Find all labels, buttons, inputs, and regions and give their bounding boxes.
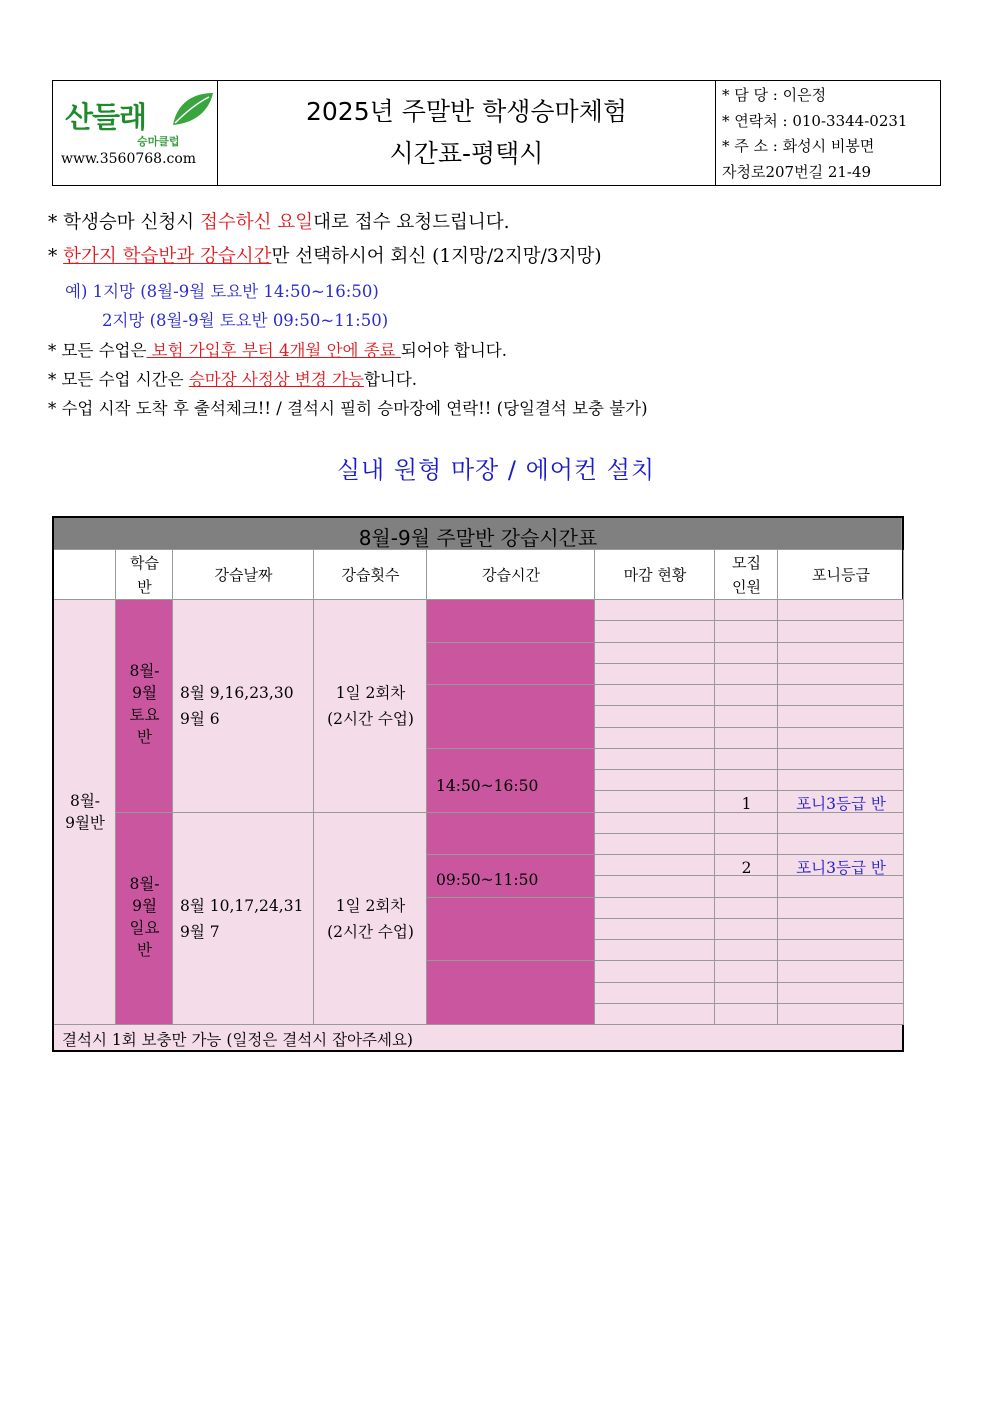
table-row-cell	[595, 876, 715, 897]
table-row-cell	[595, 813, 715, 834]
table-row-cell	[778, 961, 904, 982]
note-3-highlight: 보험 가입후 부터 4개월 안에 종료	[146, 341, 401, 360]
table-row-cell	[715, 834, 778, 855]
sun-recruit: 2	[741, 859, 752, 877]
sun-class-label: 8월- 9월 일요 반	[129, 874, 160, 959]
example-1: 예) 1지망 (8월-9월 토요반 14:50~16:50)	[65, 282, 379, 301]
table-row-cell	[715, 1004, 778, 1025]
table-row-cell	[778, 706, 904, 727]
header-recruit: 모집 인원	[732, 554, 761, 596]
table-row-cell	[715, 685, 778, 706]
table-row-cell	[778, 621, 904, 642]
table-row-cell	[715, 600, 778, 621]
table-row-cell	[778, 600, 904, 621]
time-cell	[427, 813, 595, 856]
title-line-1: 2025년 주말반 학생승마체험	[305, 97, 628, 126]
note-5: * 수업 시작 도착 후 출석체크!! / 결석시 필히 승마장에 연락!! (당일결석 보충 불가)	[48, 399, 648, 418]
table-row-cell	[715, 961, 778, 982]
table-row-cell	[715, 643, 778, 664]
table-row-cell	[595, 728, 715, 749]
note-4	[48, 366, 417, 390]
header-dates: 강습날짜	[214, 566, 273, 584]
table-row-cell	[715, 983, 778, 1004]
table-row-cell	[715, 621, 778, 642]
time-cell	[427, 600, 595, 643]
logo	[53, 81, 218, 185]
note-3-text: * 모든 수업은	[48, 341, 147, 360]
time-cell	[427, 961, 595, 1025]
time-cell	[427, 643, 595, 686]
table-row-cell	[778, 983, 904, 1004]
note-2	[48, 242, 602, 268]
sun-grade: 포니3등급 반	[796, 859, 886, 877]
note-1-text-end: 대로 접수 요청드립니다.	[313, 212, 510, 233]
table-row-cell	[778, 770, 904, 791]
header-grade: 포니등급	[812, 566, 870, 584]
example-2: 2지망 (8월-9월 토요반 09:50~11:50)	[102, 311, 389, 330]
note-4-text: * 모든 수업 시간은	[48, 370, 189, 389]
table-row-cell	[715, 749, 778, 770]
table-row-cell	[595, 621, 715, 642]
header-count: 강습횟수	[341, 566, 400, 584]
table-row-cell	[715, 940, 778, 961]
sat-grade: 포니3등급 반	[796, 795, 886, 814]
facility-subtitle: 실내 원형 마장 / 에어컨 설치	[336, 456, 656, 484]
time-cell	[427, 898, 595, 962]
table-row-cell	[778, 664, 904, 685]
contact-address-1: * 주 소 : 화성시 비봉면	[722, 137, 875, 155]
table-row-cell	[595, 1004, 715, 1025]
table-row-cell	[778, 834, 904, 855]
table-row-cell	[595, 685, 715, 706]
table-row-cell	[595, 643, 715, 664]
table-row-cell	[778, 685, 904, 706]
schedule-table	[52, 516, 904, 1052]
table-row-cell	[778, 749, 904, 770]
table-row-cell	[715, 728, 778, 749]
group-label: 8월- 9월반	[65, 792, 105, 832]
logo-url: www.3560768.com	[61, 151, 197, 167]
table-title: 8월-9월 주말반 강습시간표	[358, 526, 598, 550]
table-row-cell	[595, 834, 715, 855]
table-footer-text: 결석시 1회 보충만 가능 (일정은 결석시 잡아주세요)	[62, 1031, 413, 1049]
header-class: 학습 반	[130, 554, 159, 596]
header-cell	[54, 550, 116, 600]
table-row-cell	[595, 898, 715, 919]
note-2-bullet: *	[48, 246, 64, 267]
table-row-cell	[715, 919, 778, 940]
contact-address-2: 자청로207번길 21-49	[722, 162, 872, 181]
note-2-text-end: 만 선택하시어 회신 (1지망/2지망/3지망)	[271, 246, 602, 267]
document-title	[218, 81, 716, 185]
table-row-cell	[778, 919, 904, 940]
time-cell	[427, 685, 595, 749]
sat-dates: 8월 9,16,23,30 9월 6	[180, 684, 294, 728]
logo-subtitle: 승마클럽	[137, 135, 180, 148]
header-status: 마감 현황	[623, 566, 687, 584]
table-row-cell	[595, 791, 715, 812]
sun-time: 09:50~11:50	[436, 870, 539, 889]
table-row-cell	[595, 983, 715, 1004]
note-1	[48, 208, 509, 234]
contact-phone: * 연락처 : 010-3344-0231	[722, 111, 908, 130]
table-row-cell	[595, 961, 715, 982]
table-row-cell	[715, 664, 778, 685]
sat-class-label: 8월- 9월 토요 반	[129, 662, 160, 746]
table-row-cell	[595, 770, 715, 791]
header-box	[52, 80, 941, 186]
sat-recruit: 1	[741, 795, 752, 814]
note-3	[48, 337, 507, 361]
contact-info	[716, 81, 940, 185]
table-row-cell	[778, 728, 904, 749]
table-row-cell	[715, 898, 778, 919]
note-3-text-end: 되어야 합니다.	[400, 341, 507, 360]
table-row-cell	[778, 898, 904, 919]
table-row-cell	[595, 749, 715, 770]
sun-count: 1일 2회차 (2시간 수업)	[327, 896, 414, 941]
sun-dates: 8월 10,17,24,31 9월 7	[180, 896, 304, 941]
table-row-cell	[595, 940, 715, 961]
note-1-text: * 학생승마 신청시	[48, 212, 200, 233]
table-row-cell	[595, 664, 715, 685]
note-4-highlight: 승마장 사정상 변경 가능	[188, 370, 364, 389]
leaf-icon	[171, 89, 215, 129]
title-line-2: 시간표-평택시	[389, 139, 544, 168]
table-row-cell	[715, 770, 778, 791]
table-row-cell	[778, 1004, 904, 1025]
logo-text: 산들래	[65, 100, 147, 134]
table-row-cell	[595, 706, 715, 727]
note-2-highlight: 한가지 학습반과 강습시간	[63, 246, 272, 267]
note-4-text-end: 합니다.	[363, 370, 417, 389]
sat-count: 1일 2회차 (2시간 수업)	[327, 684, 414, 728]
contact-manager: * 담 당 : 이은정	[722, 86, 827, 104]
note-1-highlight: 접수하신 요일	[200, 212, 314, 233]
table-row-cell	[595, 919, 715, 940]
table-row-cell	[778, 940, 904, 961]
sat-time: 14:50~16:50	[436, 777, 539, 795]
table-row-cell	[715, 706, 778, 727]
table-row-cell	[595, 855, 715, 876]
table-row-cell	[595, 600, 715, 621]
header-time: 강습시간	[482, 566, 540, 584]
table-row-cell	[778, 643, 904, 664]
